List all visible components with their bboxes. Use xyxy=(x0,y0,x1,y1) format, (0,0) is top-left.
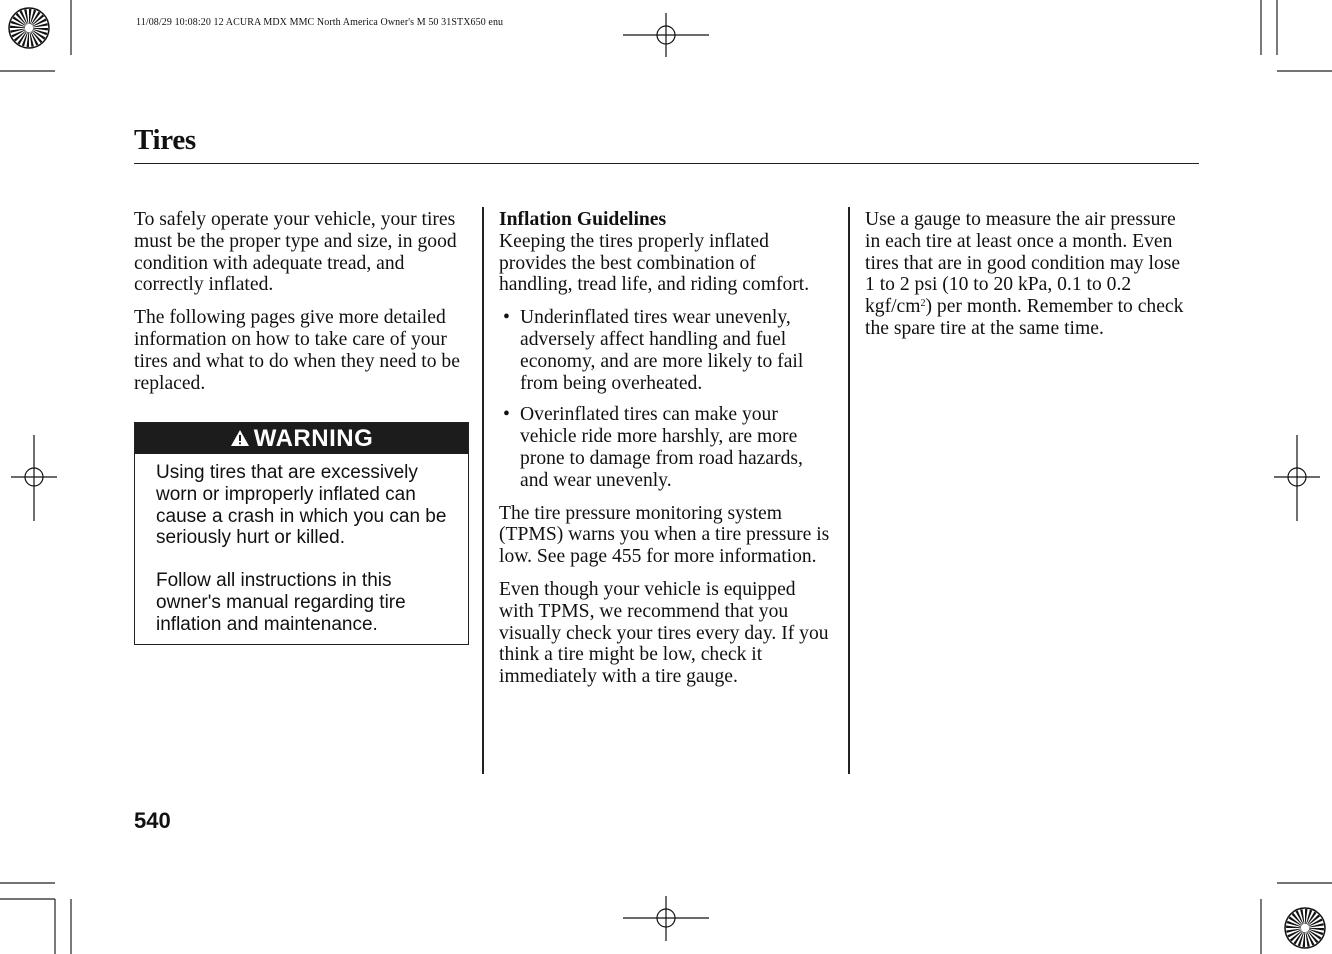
superscript: 2 xyxy=(920,298,926,310)
crosshair-mark-icon xyxy=(1272,433,1322,523)
crosshair-mark-icon xyxy=(621,893,711,943)
print-header-stamp: 11/08/29 10:08:20 12 ACURA MDX MMC North America Owner's M 50 31STX650 enu xyxy=(136,17,504,28)
bullet-icon: • xyxy=(503,307,510,329)
paragraph-text: ) per month. Remember to check the spare tire at the same time. xyxy=(865,296,1184,339)
bullet-list xyxy=(499,307,833,491)
section-subheading: Inflation Guidelines xyxy=(499,209,667,230)
column-divider xyxy=(848,207,850,774)
column-3 xyxy=(865,209,1185,351)
page-title: Tires xyxy=(134,124,196,156)
paragraph: Keeping the tires properly inflated provides the best combination of handling, tread life, and riding comfort. xyxy=(499,230,810,296)
title-divider xyxy=(134,163,1199,164)
column-divider xyxy=(482,207,484,774)
column-2 xyxy=(499,209,833,699)
paragraph: To safely operate your vehicle, your tires must be the proper type and size, in good condition with adequate tread, and correctly inflated. xyxy=(134,209,457,296)
warning-triangle-icon xyxy=(230,424,250,456)
list-item-text: Underinflated tires wear unevenly, adversely affect handling and fuel economy, and are more likely to fail from being overheated. xyxy=(520,307,804,394)
list-item-text: Overinflated tires can make your vehicle ride more harshly, are more prone to damage from road hazards, and wear unevenly. xyxy=(520,404,803,491)
list-item xyxy=(499,307,833,394)
registration-target-icon xyxy=(7,6,51,50)
warning-heading-text: WARNING xyxy=(253,425,374,452)
bullet-icon: • xyxy=(503,404,510,426)
warning-heading xyxy=(135,423,468,454)
warning-box xyxy=(134,422,469,645)
paragraph: Even though your vehicle is equipped with TPMS, we recommend that you visually check your tires every day. If you think a tire might be low, check it immediately with a tire gauge. xyxy=(499,578,829,688)
paragraph: The following pages give more detailed information on how to take care of your tires and what to do when they need to be replaced. xyxy=(134,307,460,394)
crosshair-mark-icon xyxy=(9,433,59,523)
warning-paragraph: Using tires that are excessively worn or improperly inflated can cause a crash in which you can be seriously hurt or killed. xyxy=(156,462,447,549)
page-number: 540 xyxy=(134,808,171,833)
list-item xyxy=(499,404,833,491)
column-1 xyxy=(134,209,470,405)
warning-paragraph: Follow all instructions in this owner's manual regarding tire inflation and maintenance. xyxy=(156,570,406,635)
registration-target-icon xyxy=(1283,906,1327,950)
paragraph-text: Use a gauge to measure the air pressure in each tire at least once a month. Even tires that are in good condition may lose 1 to 2 psi (10 to 20 kPa, 0.1 to 0.2 kgf/cm xyxy=(865,209,1181,318)
paragraph: The tire pressure monitoring system (TPMS) warns you when a tire pressure is low. See page 455 for more information. xyxy=(499,502,830,568)
paragraph xyxy=(865,209,1185,340)
crosshair-mark-icon xyxy=(621,11,711,61)
warning-body xyxy=(135,454,468,636)
